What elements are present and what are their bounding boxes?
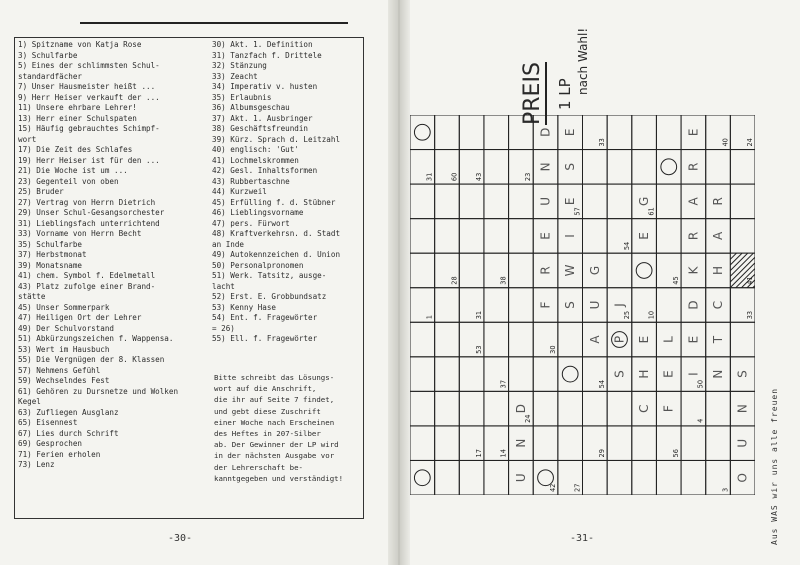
grid-cell — [435, 115, 460, 150]
grid-cell — [558, 391, 583, 426]
book-gutter — [388, 0, 410, 565]
grid-cell — [509, 115, 534, 150]
grid-letter: N — [538, 162, 553, 172]
grid-circle — [661, 159, 677, 175]
clue-line: 47) pers. Fürwort — [212, 218, 290, 228]
clue-line: 45) Erfülling f. d. Stübner — [212, 197, 336, 207]
grid-number: 3 — [721, 487, 730, 492]
grid-number: 41 — [746, 276, 754, 285]
grid-letter: S — [612, 370, 627, 378]
clue-line: 3) Schulfarbe — [18, 50, 78, 60]
grid-letter: E — [538, 232, 553, 240]
clue-line: 44) Kurzweil — [212, 187, 267, 196]
clue-line: 55) Die Vergnügen der 8. Klassen — [18, 355, 165, 364]
clue-line: 65) Eisennest — [18, 418, 78, 427]
grid-cell — [410, 426, 435, 461]
clue-line: 23) Gegenteil von oben — [18, 176, 119, 186]
grid-cell — [484, 184, 509, 219]
grid-number: 37 — [499, 379, 508, 389]
clue-line: 7) Unser Hausmeister heißt ... — [18, 82, 156, 91]
grid-cell — [459, 460, 484, 495]
clue-line: 63) Zufliegen Ausglanz — [18, 407, 119, 417]
clue-line: 37) Herbstmonat — [18, 250, 87, 259]
prize-heading: PREIS — [520, 62, 545, 125]
grid-cell — [410, 322, 435, 357]
clue-line: 17) Die Zeit des Schlafes — [18, 145, 133, 154]
grid-number: 53 — [474, 345, 483, 354]
clue-line: 48) Kraftverkehrsn. d. Stadt — [212, 229, 341, 238]
clue-line: stätte — [18, 292, 46, 301]
grid-letter: E — [563, 128, 578, 137]
clue-line: 73) Lenz — [18, 460, 55, 469]
grid-letter: G — [637, 196, 652, 207]
clue-line: 49) Autokennzeichen d. Union — [212, 250, 341, 259]
grid-cell — [484, 391, 509, 426]
clue-line: 29) Unser Schul-Gesangsorchester — [18, 208, 165, 217]
grid-cell — [730, 322, 755, 357]
grid-cell — [583, 460, 608, 495]
grid-number: 33 — [598, 138, 607, 147]
clue-line: 15) Häufig gebrauchtes Schimpf- — [18, 124, 160, 133]
grid-circle — [414, 470, 430, 486]
grid-cell — [459, 219, 484, 254]
clue-line: 47) Heiligen Ort der Lehrer — [18, 313, 142, 322]
grid-number: 54 — [598, 379, 607, 389]
grid-number: 60 — [450, 172, 459, 182]
grid-cell — [484, 322, 509, 357]
grid-cell — [509, 288, 534, 323]
grid-cell — [558, 357, 583, 392]
grid-letter: S — [563, 301, 578, 309]
grid-number: 27 — [573, 483, 582, 492]
grid-cell — [607, 184, 632, 219]
grid-cell — [607, 115, 632, 150]
clue-line: 50) Personalpronomen — [212, 260, 304, 270]
grid-cell — [459, 115, 484, 150]
grid-number: 1 — [425, 315, 434, 320]
grid-number: 38 — [499, 276, 508, 285]
left-page — [0, 0, 388, 565]
grid-number: 28 — [450, 276, 459, 285]
clue-line: 53) Kenny Hase — [212, 302, 277, 312]
grid-cell — [681, 460, 706, 495]
grid-circle — [414, 124, 430, 140]
grid-cell — [706, 391, 731, 426]
page-number-left: -30- — [168, 533, 193, 544]
grid-number: 42 — [548, 483, 557, 492]
clue-line: 51) Abkürzungszeichen f. Wappensa. — [18, 334, 174, 343]
clue-line: 45) Unser Sommerpark — [18, 302, 110, 312]
grid-letter: G — [587, 265, 602, 276]
clue-line: 43) Platz zufolge einer Brand- — [18, 281, 156, 291]
grid-number: 14 — [499, 449, 508, 458]
grid-cell — [656, 288, 681, 323]
grid-cell — [509, 253, 534, 288]
grid-cell — [410, 219, 435, 254]
grid-cell — [583, 184, 608, 219]
grid-cell — [509, 357, 534, 392]
grid-letter: H — [711, 265, 726, 275]
clue-line: 1) Spitzname von Katja Rose — [18, 40, 142, 49]
grid-cell — [435, 219, 460, 254]
grid-number: 54 — [622, 241, 631, 251]
grid-cell — [583, 391, 608, 426]
grid-number: 57 — [573, 207, 582, 216]
grid-cell — [632, 460, 657, 495]
clue-line: 54) Ent. f. Fragewörter — [212, 313, 318, 322]
grid-letter: N — [513, 438, 528, 448]
grid-letter: U — [513, 473, 528, 483]
grid-number: 30 — [548, 345, 557, 354]
grid-letter: T — [711, 335, 726, 344]
grid-cell — [459, 253, 484, 288]
grid-letter: R — [686, 231, 701, 241]
grid-cell — [484, 460, 509, 495]
clue-line: 19) Herr Heiser ist für den ... — [18, 155, 160, 165]
grid-cell — [410, 391, 435, 426]
grid-letter: R — [711, 197, 726, 206]
clue-line: 31) Lieblingsfach unterrichtend — [18, 218, 160, 228]
grid-letter: U — [735, 438, 750, 448]
grid-cell — [459, 357, 484, 392]
grid-letter: N — [711, 369, 726, 379]
grid-letter: E — [637, 232, 652, 240]
clue-line: 36) Albumsgeschau — [212, 103, 290, 112]
grid-cell — [706, 426, 731, 461]
clue-line: wort — [18, 134, 37, 144]
grid-cell — [484, 150, 509, 185]
grid-number: 24 — [524, 414, 533, 423]
clue-line: 53) Wert im Hausbuch — [18, 344, 110, 354]
grid-cell — [484, 115, 509, 150]
grid-letter: S — [563, 163, 578, 171]
grid-number: 40 — [721, 138, 730, 147]
clue-line: 37) Akt. 1. Ausbringer — [212, 113, 313, 123]
grid-cell — [509, 219, 534, 254]
grid-letter: H — [637, 369, 652, 379]
clue-line: 5) Eines der schlimmsten Schul- — [18, 61, 160, 70]
clue-line: 59) Wechselndes Fest — [18, 376, 110, 385]
grid-letter: E — [686, 335, 701, 344]
clue-line: 33) Vorname von Herrn Becht — [18, 229, 142, 238]
grid-cell — [607, 460, 632, 495]
clue-line: 35) Schulfarbe — [18, 239, 83, 249]
grid-letter: E — [661, 370, 676, 378]
grid-letter: F — [661, 405, 676, 413]
grid-letter: D — [538, 127, 553, 137]
grid-cell — [656, 184, 681, 219]
grid-letter: R — [538, 266, 553, 275]
clue-line: an Inde — [212, 239, 245, 249]
grid-number: 25 — [622, 310, 631, 320]
clue-line: 32) Stänzung — [212, 61, 267, 70]
clue-line: 71) Ferien erholen — [18, 449, 101, 459]
grid-cell — [435, 460, 460, 495]
clue-line: 21) Die Woche ist um ... — [18, 166, 128, 175]
clue-line: 49) Der Schulvorstand — [18, 323, 115, 333]
clue-line: 41) Lochmelskrommen — [212, 155, 299, 165]
grid-cell — [558, 322, 583, 357]
grid-number: 29 — [598, 449, 607, 458]
clues-column-2 — [212, 40, 362, 345]
grid-cell — [607, 391, 632, 426]
grid-cell — [484, 288, 509, 323]
clue-line: 39) Monatsname — [18, 260, 83, 270]
grid-cell — [509, 184, 534, 219]
grid-cell — [435, 184, 460, 219]
clues-column-1 — [18, 40, 208, 471]
grid-number: 31 — [474, 310, 483, 320]
clue-line: 11) Unsere ehrbare Lehrer! — [18, 103, 137, 112]
grid-cell — [607, 150, 632, 185]
grid-number: 43 — [474, 172, 483, 182]
grid-cell — [533, 357, 558, 392]
grid-number: 24 — [746, 138, 754, 147]
grid-letter: C — [711, 300, 726, 310]
clue-line: 55) Ell. f. Fragewörter — [212, 334, 318, 343]
page-number-right: -31- — [570, 533, 595, 544]
grid-letter: E — [637, 335, 652, 344]
grid-cell — [484, 219, 509, 254]
grid-cell — [706, 150, 731, 185]
grid-cell — [607, 253, 632, 288]
grid-cell — [656, 150, 681, 185]
grid-cell — [410, 184, 435, 219]
grid-circle — [538, 470, 554, 486]
clue-line: 42) Gesl. Inhaltsformen — [212, 166, 318, 175]
clue-line: 13) Herr einer Schulspaten — [18, 113, 137, 123]
grid-cell — [730, 150, 755, 185]
grid-letter: A — [711, 231, 726, 241]
grid-cell — [435, 288, 460, 323]
grid-cell — [459, 391, 484, 426]
grid-letter: A — [686, 197, 701, 206]
clue-line: 33) Zeacht — [212, 71, 258, 81]
clue-line: 34) Imperativ v. husten — [212, 82, 318, 91]
grid-cell — [533, 391, 558, 426]
grid-cell — [632, 115, 657, 150]
clue-line: Kegel — [18, 397, 41, 406]
clue-line: 40) englisch: 'Gut' — [212, 145, 299, 154]
clue-line: 61) Gehören zu Dursnetze und Wolken — [18, 386, 179, 396]
clue-line: 9) Herr Heiser verkauft der ... — [18, 92, 160, 102]
grid-letter: E — [563, 197, 578, 206]
grid-number: 56 — [672, 449, 681, 458]
grid-letter: I — [686, 372, 701, 376]
grid-cell — [656, 115, 681, 150]
grid-cell — [632, 426, 657, 461]
clue-line: 41) chem. Symbol f. Edelmetall — [18, 271, 156, 280]
clue-line: 43) Rubbertaschne — [212, 176, 290, 186]
header-rule — [80, 22, 348, 24]
clue-line: 38) Geschäftsfreundin — [212, 124, 309, 133]
clue-line: 46) Lieblingsvorname — [212, 208, 304, 217]
grid-cell — [410, 460, 435, 495]
clue-line: standardfächer — [18, 71, 83, 81]
grid-letter: N — [735, 404, 750, 414]
grid-circle — [636, 263, 652, 279]
grid-letter: F — [538, 301, 553, 309]
clue-line: 67) Lies durch Schrift — [18, 428, 119, 438]
grid-number: 33 — [746, 310, 754, 320]
grid-number: 61 — [647, 207, 656, 216]
grid-letter: W — [563, 264, 578, 277]
grid-cell — [509, 322, 534, 357]
grid-cell — [730, 219, 755, 254]
prize-item: 1 LP — [556, 78, 574, 110]
grid-letter: L — [661, 336, 676, 343]
grid-number: 50 — [696, 379, 705, 389]
grid-letter: D — [513, 404, 528, 414]
grid-cell — [656, 219, 681, 254]
grid-letter: I — [563, 234, 578, 238]
grid-cell — [435, 426, 460, 461]
grid-cell — [435, 322, 460, 357]
grid-letter: A — [587, 335, 602, 344]
grid-cell — [410, 115, 435, 150]
clue-line: 52) Erst. E. Grobbundsatz — [212, 292, 327, 301]
grid-letter: K — [686, 266, 701, 275]
clue-line: 35) Erlaubnis — [212, 92, 272, 102]
instructions-paragraph: Bitte schreibt das Lösungs- wort auf die Anschrift, die ihr auf Seite 7 findet, und gebt diese Zuschrift einer Woche nach Erscheinen des Heftes in 207-Silber ab. Der Gewinner der LP wird in der nächsten Ausgabe vor der Lehrerschaft be- kanntgegeben und verständigt! — [214, 373, 344, 483]
clue-line: 30) Akt. 1. Definition — [212, 40, 313, 49]
grid-letter: D — [686, 300, 701, 310]
grid-letter: R — [686, 162, 701, 171]
clue-line: 51) Werk. Tatsitz, ausge- — [212, 271, 327, 280]
clue-line: 69) Gesprochen — [18, 439, 83, 448]
crossword-grid — [410, 115, 755, 495]
grid-number: 31 — [425, 172, 434, 182]
grid-cell — [435, 391, 460, 426]
grid-cell — [583, 219, 608, 254]
grid-cell — [632, 253, 657, 288]
clue-line: 27) Vertrag von Herrn Dietrich — [18, 197, 156, 207]
grid-cell — [435, 357, 460, 392]
grid-cell — [459, 184, 484, 219]
grid-cell — [410, 357, 435, 392]
grid-cell — [681, 426, 706, 461]
grid-circle — [562, 366, 578, 382]
grid-letter: U — [538, 196, 553, 206]
grid-letter: P — [612, 335, 627, 344]
grid-number: 45 — [672, 276, 681, 285]
grid-cell — [410, 253, 435, 288]
grid-number: 17 — [474, 449, 483, 458]
clue-line: lacht — [212, 281, 235, 291]
grid-letter: E — [686, 128, 701, 137]
clue-line: 31) Tanzfach f. Drittele — [212, 50, 322, 60]
clue-line: 57) Nehmens Gefühl — [18, 365, 101, 375]
grid-cell — [533, 426, 558, 461]
grid-number: 10 — [647, 310, 656, 320]
grid-letter: O — [735, 473, 750, 483]
grid-number: 23 — [524, 172, 533, 182]
grid-letter: U — [587, 300, 602, 310]
grid-cell — [656, 460, 681, 495]
grid-letter: C — [637, 404, 652, 413]
grid-cell — [632, 150, 657, 185]
clue-line: 25) Bruder — [18, 187, 64, 196]
grid-cell — [730, 184, 755, 219]
side-margin-text: Aus WAS wir uns alle freuen — [770, 387, 779, 545]
clue-line: 39) Kürz. Sprach d. Leitzahl — [212, 134, 341, 144]
grid-letter: J — [612, 303, 627, 307]
prize-note: nach Wahl! — [576, 27, 590, 95]
grid-cell — [558, 426, 583, 461]
grid-cell — [607, 426, 632, 461]
grid-cell — [583, 150, 608, 185]
grid-letter: S — [735, 370, 750, 378]
clue-line: = 26) — [212, 323, 235, 333]
grid-number: 4 — [696, 418, 705, 423]
